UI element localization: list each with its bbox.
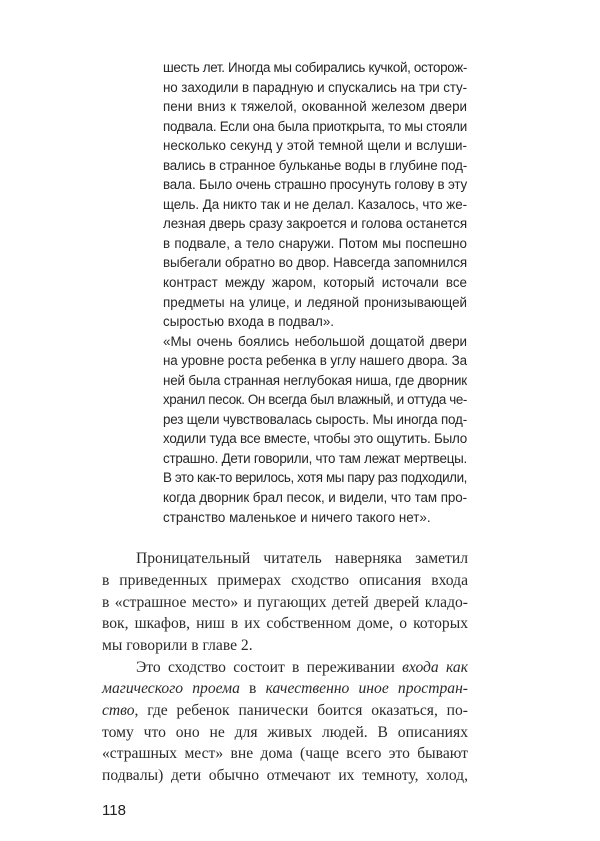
text-segment: в «страшное место» и пугающих детей дверей кладо- bbox=[102, 593, 468, 611]
italic-phrase: качественно иное простран- bbox=[265, 680, 468, 698]
text-segment: мы говорили в главе 2. bbox=[102, 636, 253, 654]
text-line bbox=[102, 570, 468, 592]
text-line: подвала. Если она была приоткрыта, то мы стояли bbox=[163, 118, 467, 134]
text-line: хранил песок. Он всегда был влажный, и оттуда че- bbox=[163, 392, 467, 408]
text-line bbox=[102, 700, 468, 722]
body-text bbox=[102, 548, 468, 787]
text-segment: подвалы) дети обычно отмечают их темноту, холод, bbox=[102, 767, 468, 785]
text-segment: в приведенных примерах сходство описания входа bbox=[102, 571, 468, 589]
text-line: предметы на улице, и ледяной пронизывающей bbox=[163, 294, 467, 310]
text-line bbox=[102, 635, 468, 657]
text-segment: тому что оно не для живых людей. В описаниях bbox=[102, 723, 468, 741]
text-line: несколько секунд у этой темной щели и вслуши- bbox=[163, 138, 467, 154]
text-segment: Проницательный читатель наверняка заметил bbox=[136, 550, 468, 568]
text-line: В это как-то верилось, хотя мы пару раз подходили, bbox=[163, 470, 467, 486]
text-line: сыростью входа в подвал». bbox=[163, 314, 335, 330]
text-line: в подвале, а тело снаружи. Потом мы поспешно bbox=[163, 235, 467, 251]
text-line bbox=[102, 678, 468, 700]
text-line: вала. Было очень страшно просунуть голову в эту bbox=[163, 177, 467, 193]
text-line: но заходили в парадную и спускались на три сту- bbox=[163, 79, 467, 95]
text-line: ней была странная неглубокая ниша, где дворник bbox=[163, 372, 467, 388]
quote-block-basement bbox=[163, 58, 467, 332]
text-line bbox=[102, 657, 468, 679]
italic-phrase: входа как bbox=[402, 658, 468, 676]
text-line: выбегали обратно во двор. Навсегда запомнился bbox=[163, 255, 467, 271]
page-number: 118 bbox=[102, 801, 126, 819]
text-line: на уровне роста ребенка в углу нашего двора. За bbox=[163, 353, 467, 369]
italic-phrase: ство bbox=[102, 702, 135, 720]
text-segment: «страшных мест» вне дома (чаще всего это бывают bbox=[102, 745, 468, 763]
text-line bbox=[102, 548, 468, 570]
text-line: странство маленькое и ничего такого нет». bbox=[163, 509, 431, 525]
text-line bbox=[102, 765, 468, 787]
text-line: рез щели чувствовалась сырость. Мы иногда под- bbox=[163, 411, 467, 427]
text-line: «Мы очень боялись небольшой дощатой двери bbox=[163, 333, 467, 349]
text-line: пени вниз к тяжелой, окованной железом двери bbox=[163, 99, 467, 115]
text-line: лезная дверь сразу закроется и голова останется bbox=[163, 216, 467, 232]
text-line: щель. Да никто так и не делал. Казалось, что же- bbox=[163, 196, 467, 212]
text-segment: вок, шкафов, ниш в их собственном доме, о которых bbox=[102, 615, 468, 633]
text-line bbox=[102, 743, 468, 765]
text-segment: в bbox=[239, 680, 266, 698]
quote-block-niche bbox=[163, 332, 467, 527]
text-segment: Это сходство состоит в переживании bbox=[136, 658, 403, 676]
text-line: контраст между жаром, который источали все bbox=[163, 275, 467, 291]
text-line: когда дворник брал песок, и видели, что там про- bbox=[163, 490, 467, 506]
text-line bbox=[102, 592, 468, 614]
text-line bbox=[102, 613, 468, 635]
text-line: ходили туда все вместе, чтобы это ощутить. Было bbox=[163, 431, 467, 447]
text-line: шесть лет. Иногда мы собирались кучкой, осторож- bbox=[163, 60, 467, 75]
text-line bbox=[102, 722, 468, 744]
italic-phrase: магического проема bbox=[102, 680, 240, 698]
text-segment: , где ребенок панически боится оказаться, по- bbox=[134, 702, 468, 720]
text-line: вались в странное бульканье воды в глубине под- bbox=[163, 157, 467, 173]
text-line: страшно. Дети говорили, что там лежат мертвецы. bbox=[163, 450, 467, 466]
